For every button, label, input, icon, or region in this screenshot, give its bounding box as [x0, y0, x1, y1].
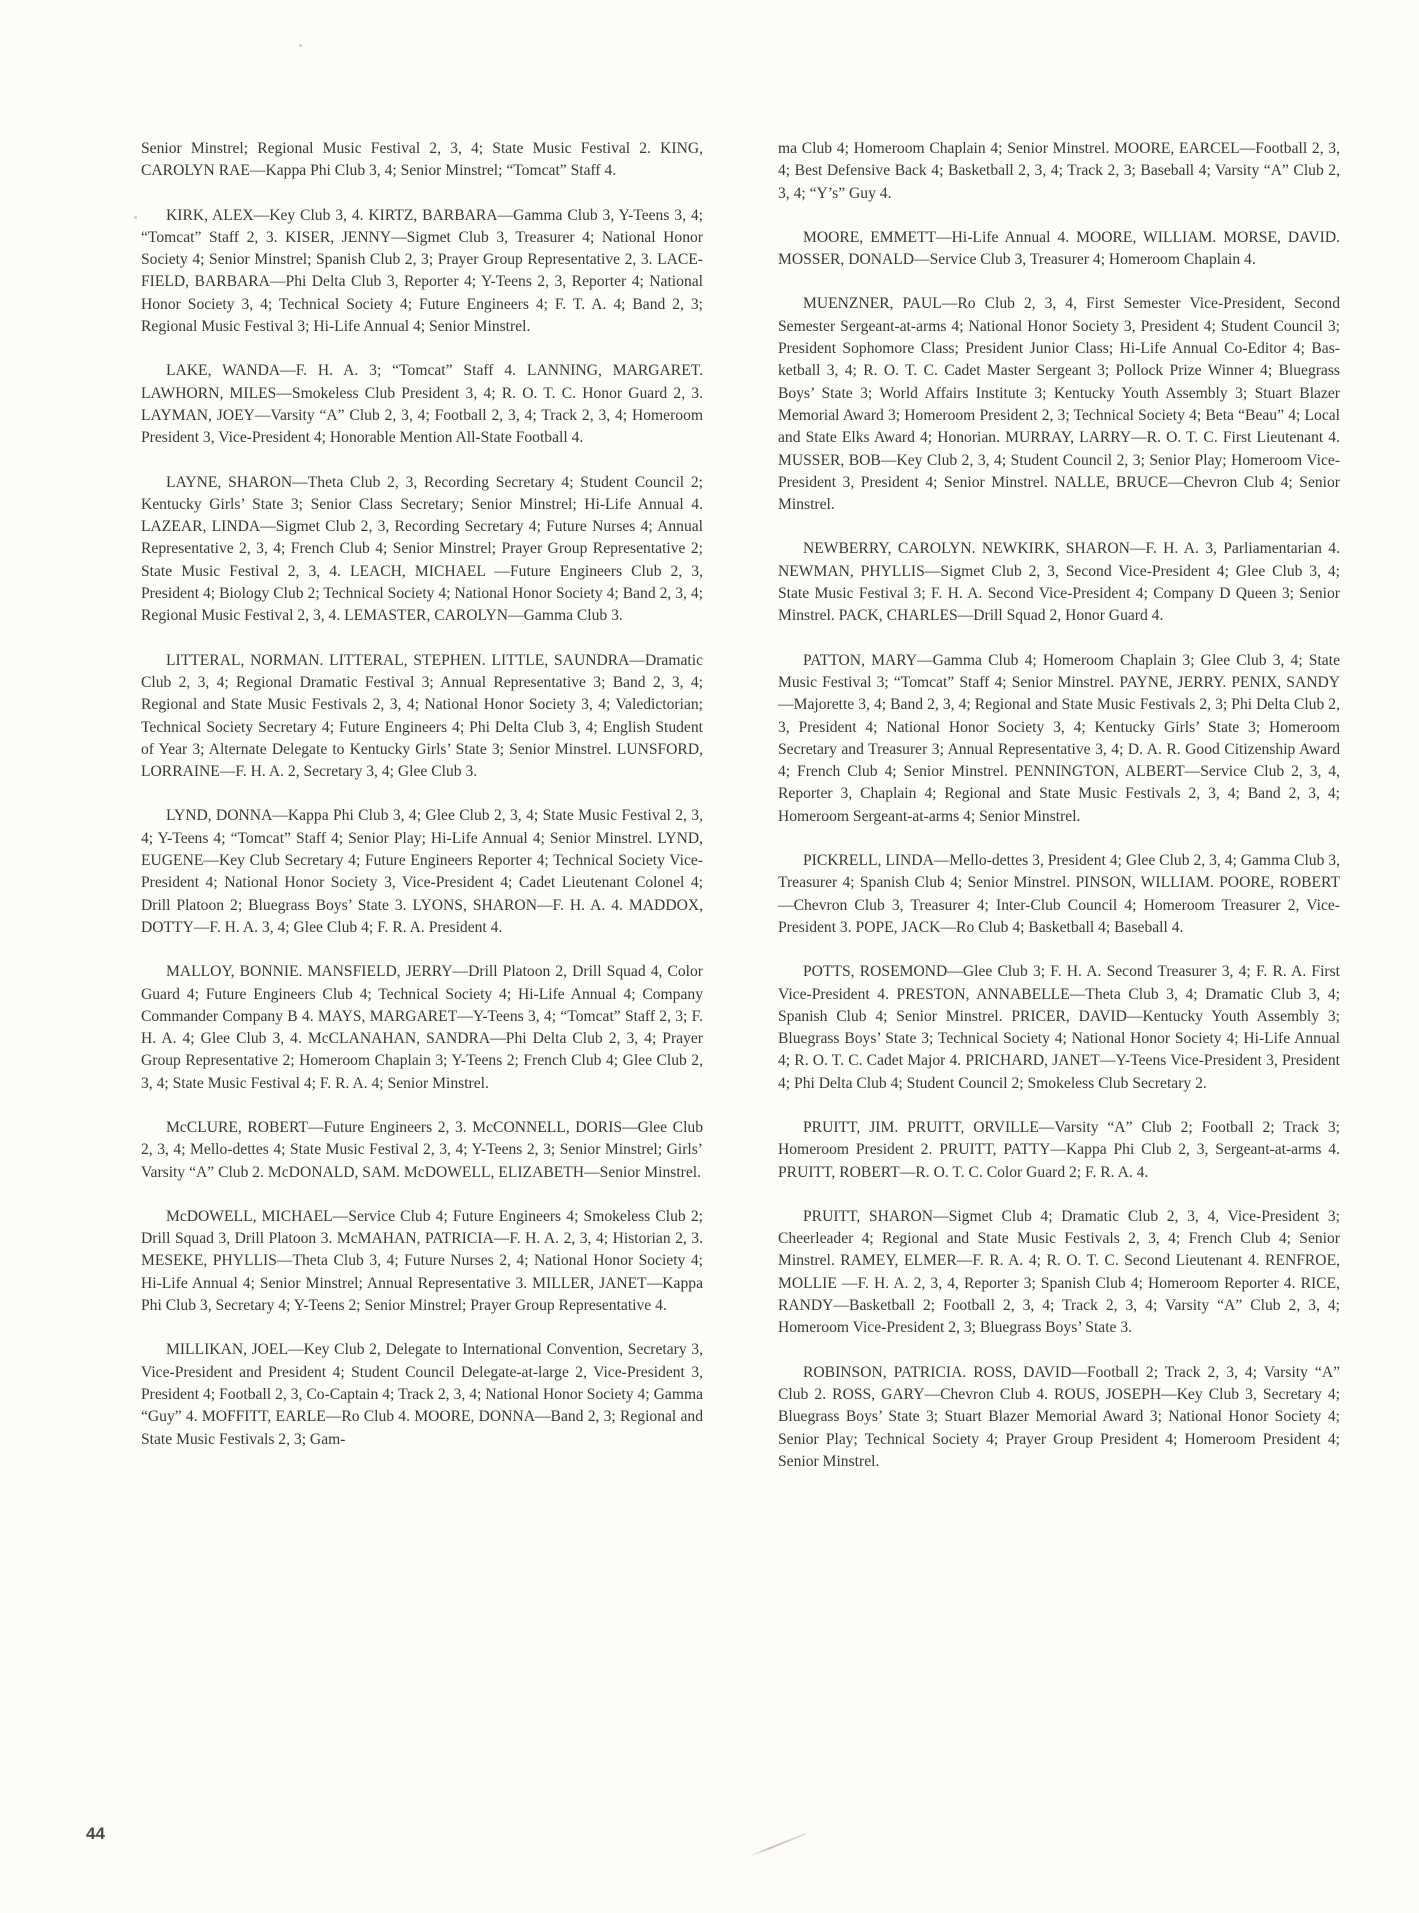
page-number: 44: [86, 1824, 105, 1843]
senior-entry-paragraph: LAYNE, SHARON—Theta Club 2, 3, Recording Secretary 4; Student Council 2; Kentucky Girls’ State 3; Senior Class Secretary; Senior Minstrel; Hi-Life Annual 4. LAZEAR, LINDA—Sigmet Club 2, 3, Recording Secretary 4; Future Nurses 4; Annual Representative 2, 3, 4; French Club 4; Senior Minstrel; Prayer Group Representative 2; State Music Festival 2, 3, 4. LEACH, MICHAEL —Future Engineers Club 2, 3, President 4; Biology Club 2; Technical Society 4; National Honor Society 4; Band 2, 3, 4; Regional Music Festival 2, 3, 4. LEMASTER, CAROLYN—Gamma Club 3.: [141, 473, 703, 625]
senior-entry-paragraph: LAKE, WANDA—F. H. A. 3; “Tomcat” Staff 4. LANNING, MARGARET. LAWHORN, MILES—Smokeless Club President 3, 4; R. O. T. C. Honor Guard 2, 3. LAYMAN, JOEY—Varsity “A” Club 2, 3, 4; Football 2, 3, 4; Track 2, 3, 4; Homeroom President 3, Vice-President 4; Honorable Mention All-State Football 4.: [141, 362, 703, 447]
scan-speck: [134, 216, 137, 219]
senior-entry-paragraph: KIRK, ALEX—Key Club 3, 4. KIRTZ, BARBARA—Gamma Club 3, Y-Teens 3, 4; “Tomcat” Staff 2, 3. KISER, JENNY—Sigmet Club 3, Treasurer 4; National Honor Society 4; Senior Minstrel; Spanish Club 2, 3; Prayer Group Representative 2, 3. LACEFIELD, BARBARA—Phi Delta Club 3, Reporter 4; Y-Teens 2, 3, Reporter 4; National Honor Society 3, 4; Technical Society 4; Future Engineers 4; F. T. A. 4; Band 2, 3; Regional Music Festival 3; Hi-Life Annual 4; Senior Minstrel.: [141, 206, 703, 336]
senior-entry-paragraph: NEWBERRY, CAROLYN. NEWKIRK, SHARON—F. H. A. 3, Parliamentarian 4. NEWMAN, PHYLLIS—Sigmet Club 2, 3, Second Vice-President 4; Glee Club 3, 4; State Music Festival 3; F. H. A. Second Vice-President 4; Company D Queen 3; Senior Minstrel. PACK, CHARLES—Drill Squad 2, Honor Guard 4.: [778, 540, 1340, 625]
senior-entry-paragraph: MOORE, EMMETT—Hi-Life Annual 4. MOORE, WILLIAM. MORSE, DAVID. MOSSER, DONALD—Service Club 3, Treasurer 4; Homeroom Chaplain 4.: [778, 228, 1340, 269]
scan-artifact-mark: [748, 1833, 806, 1858]
senior-entry-paragraph: McDOWELL, MICHAEL—Service Club 4; Future Engineers 4; Smokeless Club 2; Drill Squad 3, Drill Platoon 3. McMAHAN, PATRICIA—F. H. A. 2, 3, 4; Historian 2, 3. MESEKE, PHYLLIS—Theta Club 3, 4; Future Nurses 2, 4; National Honor Society 4; Hi-Life Annual 4; Senior Minstrel; Annual Representative 3. MILLER, JANET—Kappa Phi Club 3, Secretary 4; Y-Teens 2; Senior Minstrel; Prayer Group Representative 4.: [141, 1207, 703, 1315]
left-column: [141, 138, 703, 1473]
senior-entry-paragraph: MUENZNER, PAUL—Ro Club 2, 3, 4, First Semester Vice-President, Second Semester Sergeant-at-arms 4; National Honor Society 3, President 4; Student Council 3; President Sophomore Class; President Junior Class; Hi-Life Annual Co-Editor 4; Basketball 3, 4; R. O. T. C. Cadet Master Sergeant 3; Pollock Prize Winner 4; Bluegrass Boys’ State 3; World Affairs Institute 3; Kentucky Youth Assembly 3; Stuart Blazer Memorial Award 3; Homeroom President 2, 3; Technical Society 4; Beta “Beau” 4; Local and State Elks Award 4; Honorian. MURRAY, LARRY—R. O. T. C. First Lieutenant 4. MUSSER, BOB—Key Club 2, 3, 4; Student Council 2, 3; Senior Play; Homeroom Vice-President 3, President 4; Senior Minstrel. NALLE, BRUCE—Chevron Club 4; Senior Minstrel.: [778, 295, 1340, 514]
senior-entry-paragraph: PRUITT, SHARON—Sigmet Club 4; Dramatic Club 2, 3, 4, Vice-President 3; Cheerleader 4; Regional and State Music Festivals 2, 3, 4; French Club 4; Senior Minstrel. RAMEY, ELMER—F. R. A. 4; R. O. T. C. Second Lieutenant 4. RENFROE, MOLLIE —F. H. A. 2, 3, 4, Reporter 3; Spanish Club 4; Homeroom Reporter 4. RICE, RANDY—Basketball 2; Football 2, 3, 4; Track 2, 3, 4; Varsity “A” Club 2, 3, 4; Homeroom Vice-President 2, 3; Bluegrass Boys’ State 3.: [778, 1207, 1340, 1337]
right-column: [778, 138, 1340, 1495]
scan-speck: [299, 44, 302, 47]
senior-entry-paragraph: PATTON, MARY—Gamma Club 4; Homeroom Chaplain 3; Glee Club 3, 4; State Music Festival 3; “Tomcat” Staff 4; Senior Minstrel. PAYNE, JERRY. PENIX, SANDY—Majorette 3, 4; Band 2, 3, 4; Regional and State Music Festivals 2, 3; Phi Delta Club 2, 3, President 4; National Honor Society 3, 4; Kentucky Girls’ State 3; Homeroom Secretary and Treasurer 3; Annual Representative 3, 4; D. A. R. Good Citizenship Award 4; French Club 4; Senior Minstrel. PENNINGTON, ALBERT—Service Club 2, 3, 4, Reporter 3, Chaplain 4; Regional and State Music Festivals 2, 3, 4; Band 2, 3, 4; Homeroom Sergeant-at-arms 4; Senior Minstrel.: [778, 651, 1340, 825]
senior-entry-paragraph: LITTERAL, NORMAN. LITTERAL, STEPHEN. LITTLE, SAUNDRA—Dramatic Club 2, 3, 4; Regional Dramatic Festival 3; Annual Representative 3; Band 2, 3, 4; Regional and State Music Festivals 2, 3, 4; National Honor Society 3, 4; Valedictorian; Technical Society Secretary 4; Future Engineers 4; Phi Delta Club 3, 4; English Student of Year 3; Alternate Delegate to Kentucky Girls’ State 3; Senior Minstrel. LUNSFORD, LORRAINE—F. H. A. 2, Secretary 3, 4; Glee Club 3.: [141, 651, 703, 781]
senior-entry-paragraph: POTTS, ROSEMOND—Glee Club 3; F. H. A. Second Treasurer 3, 4; F. R. A. First Vice-President 4. PRESTON, ANNABELLE—Theta Club 3, 4; Dramatic Club 3, 4; Spanish Club 4; Senior Minstrel. PRICER, DAVID—Kentucky Youth Assembly 3; Bluegrass Boys’ State 3; Technical Society 4; National Honor Society 4; Hi-Life Annual 4; R. O. T. C. Cadet Major 4. PRICHARD, JANET—Y-Teens Vice-President 3, President 4; Phi Delta Club 4; Student Council 2; Smokeless Club Secretary 2.: [778, 963, 1340, 1092]
senior-entry-paragraph: McCLURE, ROBERT—Future Engineers 2, 3. McCONNELL, DORIS—Glee Club 2, 3, 4; Mello-dettes 4; State Music Festival 2, 3, 4; Y-Teens 2, 3; Senior Minstrel; Girls’ Varsity “A” Club 2. McDONALD, SAM. McDOWELL, ELIZABETH—Senior Minstrel.: [141, 1118, 703, 1181]
senior-entry-paragraph: MILLIKAN, JOEL—Key Club 2, Delegate to International Convention, Secretary 3, Vice-President and President 4; Student Council Delegate-at-large 2, Vice-President 3, President 4; Football 2, 3, Co-Captain 4; Track 2, 3, 4; National Honor Society 4; Gamma “Guy” 4. MOFFITT, EARLE—Ro Club 4. MOORE, DONNA—Band 2, 3; Regional and State Music Festivals 2, 3; Gam-: [141, 1341, 703, 1448]
senior-entry-paragraph: MALLOY, BONNIE. MANSFIELD, JERRY—Drill Platoon 2, Drill Squad 4, Color Guard 4; Future Engineers Club 4; Technical Society 4; Hi-Life Annual 4; Company Commander Company B 4. MAYS, MARGARET—Y-Teens 3, 4; “Tomcat” Staff 2, 3; F. H. A. 4; Glee Club 3, 4. McCLANAHAN, SANDRA—Phi Delta Club 2, 3, 4; Prayer Group Representative 2; Homeroom Chaplain 3; Y-Teens 2; French Club 4; Glee Club 2, 3, 4; State Music Festival 4; F. R. A. 4; Senior Minstrel.: [141, 963, 703, 1092]
senior-entry-paragraph: PICKRELL, LINDA—Mello-dettes 3, President 4; Glee Club 2, 3, 4; Gamma Club 3, Treasurer 4; Spanish Club 4; Senior Minstrel. PINSON, WILLIAM. POORE, ROBERT—Chevron Club 3, Treasurer 4; Inter-Club Council 4; Homeroom Treasurer 2, Vice-President 3. POPE, JACK—Ro Club 4; Basketball 4; Baseball 4.: [778, 852, 1340, 936]
senior-entry-paragraph: ROBINSON, PATRICIA. ROSS, DAVID—Football 2; Track 2, 3, 4; Varsity “A” Club 2. ROSS, GARY—Chevron Club 4. ROUS, JOSEPH—Key Club 3, Secretary 4; Bluegrass Boys’ State 3; Stuart Blazer Memorial Award 3; National Honor Society 4; Senior Play; Technical Society 4; Prayer Group President 4; Homeroom President 4; Senior Minstrel.: [778, 1363, 1340, 1470]
senior-entry-paragraph: ma Club 4; Homeroom Chaplain 4; Senior Minstrel. MOORE, EARCEL—Football 2, 3, 4; Best Defensive Back 4; Basketball 2, 3, 4; Track 2, 3; Baseball 4; Varsity “A” Club 2, 3, 4; “Y’s” Guy 4.: [778, 140, 1340, 202]
senior-entry-paragraph: Senior Minstrel; Regional Music Festival 2, 3, 4; State Music Festival 2. KING, CAROLYN RAE—Kappa Phi Club 3, 4; Senior Minstrel; “Tomcat” Staff 4.: [141, 140, 703, 180]
senior-entry-paragraph: PRUITT, JIM. PRUITT, ORVILLE—Varsity “A” Club 2; Football 2; Track 3; Homeroom President 2. PRUITT, PATTY—Kappa Phi Club 2, 3, Sergeant-at-arms 4. PRUITT, ROBERT—R. O. T. C. Color Guard 2; F. R. A. 4.: [778, 1118, 1340, 1181]
senior-entry-paragraph: LYND, DONNA—Kappa Phi Club 3, 4; Glee Club 2, 3, 4; State Music Festival 2, 3, 4; Y-Teens 4; “Tomcat” Staff 4; Senior Play; Hi-Life Annual 4; Senior Minstrel. LYND, EUGENE—Key Club Secretary 4; Future Engineers Reporter 4; Technical Society Vice-President 4; National Honor Society 3, Vice-President 4; Cadet Lieutenant Colonel 4; Drill Platoon 2; Bluegrass Boys’ State 3. LYONS, SHARON—F. H. A. 4. MADDOX, DOTTY—F. H. A. 3, 4; Glee Club 4; F. R. A. President 4.: [141, 807, 703, 936]
